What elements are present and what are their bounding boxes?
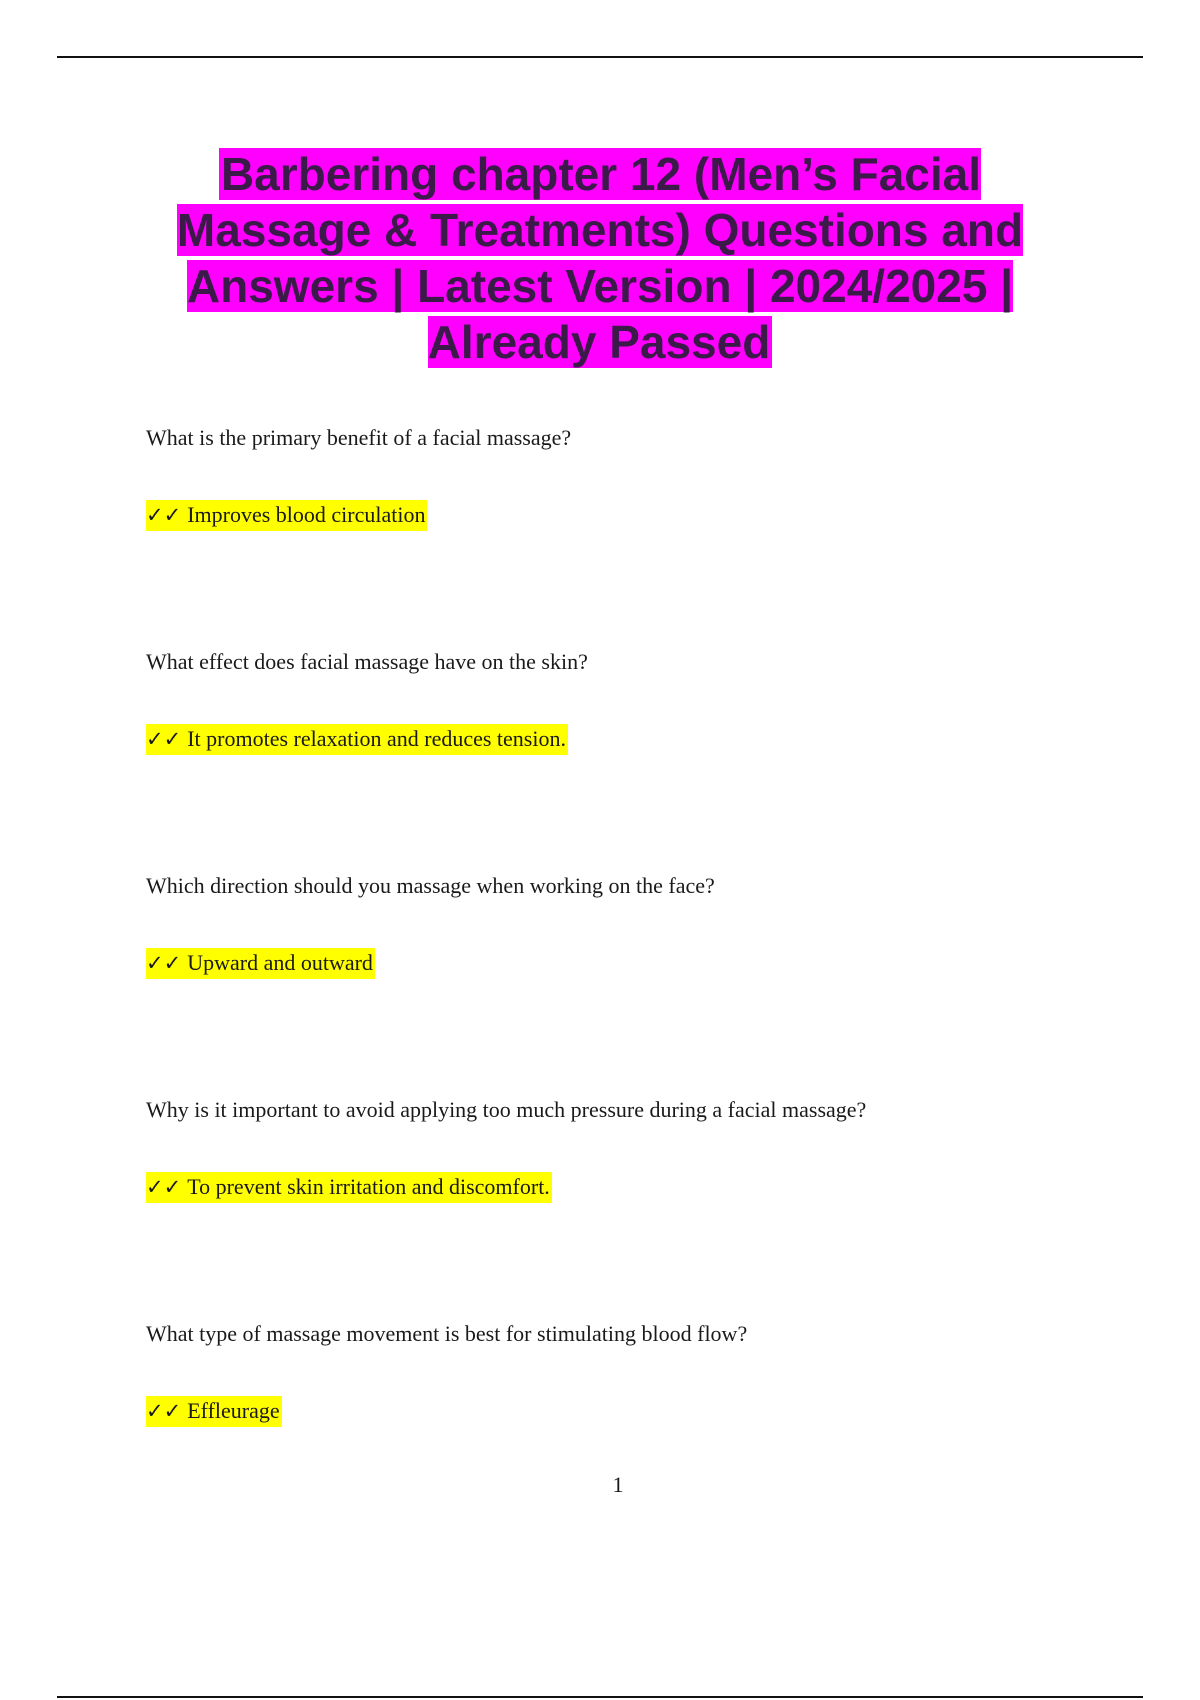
answer-text: To prevent skin irritation and discomfort. [187,1174,550,1199]
answer-highlight [146,500,427,531]
answer-highlight [146,1396,282,1427]
question-text: What is the primary benefit of a facial massage? [146,425,572,450]
check-icon: ✓✓ [146,1175,182,1199]
document-title-text: Barbering chapter 12 (Men’s Facial Massage & Treatments) Questions and Answers | Latest Version | 2024/2025 | Already Passed [176,148,1024,368]
footer-rule [57,1696,1143,1698]
page-number: 1 [612,1472,624,1497]
question-text: Why is it important to avoid applying too much pressure during a facial massage? [146,1097,867,1122]
check-icon: ✓✓ [146,951,182,975]
qa-item [146,424,1046,530]
answer-highlight [146,948,375,979]
question-text: What type of massage movement is best for stimulating blood flow? [146,1321,748,1346]
question-text: What effect does facial massage have on the skin? [146,649,588,674]
answer-highlight [146,724,568,755]
answer [146,724,1046,754]
qa-item [146,872,1046,978]
check-icon: ✓✓ [146,503,182,527]
answer [146,1172,1046,1202]
qa-item [146,1096,1046,1202]
check-icon: ✓✓ [146,1399,182,1423]
question-text: Which direction should you massage when working on the face? [146,873,715,898]
answer-text: Effleurage [187,1398,280,1423]
qa-item [146,648,1046,754]
answer-text: Upward and outward [187,950,373,975]
document-title [150,146,1050,370]
answer [146,500,1046,530]
answer-text: Improves blood circulation [187,502,426,527]
answer [146,1396,1046,1426]
check-icon: ✓✓ [146,727,182,751]
answer-highlight [146,1172,552,1203]
qa-item [146,1320,1046,1426]
answer [146,948,1046,978]
answer-text: It promotes relaxation and reduces tension. [187,726,566,751]
header-rule [57,56,1143,58]
